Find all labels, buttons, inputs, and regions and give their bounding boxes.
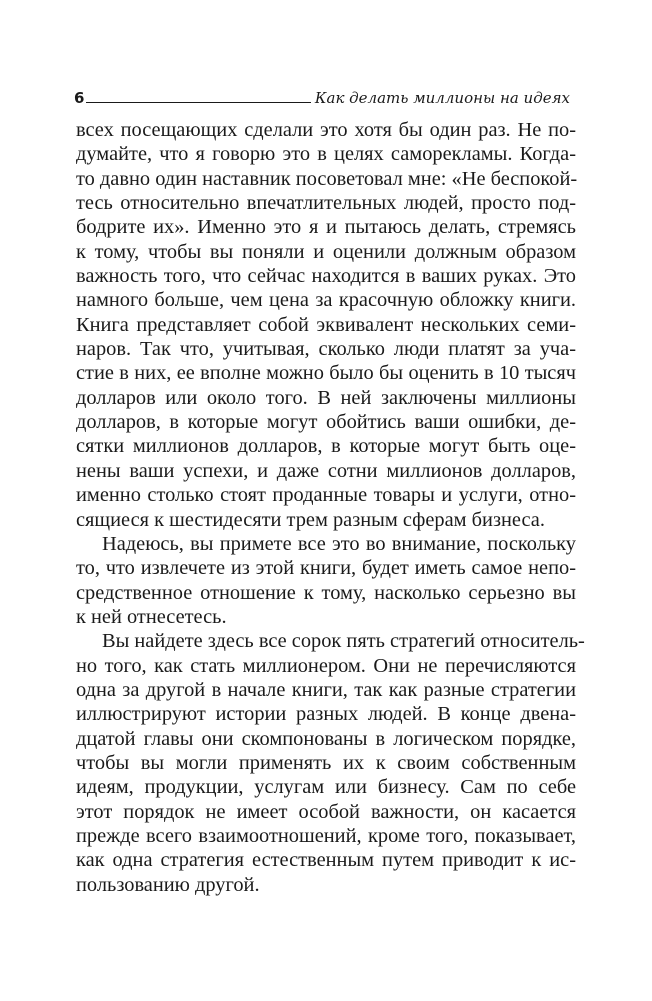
text-line: сятки миллионов долларов, в которые могут быть оце- bbox=[76, 435, 576, 458]
running-title: Как делать миллионы на идеях bbox=[314, 89, 570, 107]
text-line: нены ваши успехи, и даже сотни миллионов долларов, bbox=[76, 459, 576, 482]
text-line: то давно один наставник посоветовал мне: «Не беспокой- bbox=[76, 167, 578, 190]
text-line: средственное отношение к тому, насколько серьезно вы bbox=[76, 581, 576, 604]
header-rule bbox=[86, 102, 310, 103]
text-line: дцатой главы они скомпонованы в логическом порядке, bbox=[76, 727, 576, 750]
text-line: иллюстрируют истории разных людей. В конце двена- bbox=[76, 703, 576, 726]
text-line: чтобы вы могли применять их к своим собственным bbox=[76, 751, 576, 774]
text-line: долларов или около того. В ней заключены миллионы bbox=[76, 386, 576, 409]
paragraph-2 bbox=[76, 532, 576, 629]
text-line: к ней отнесетесь. bbox=[76, 605, 227, 628]
text-line: бодрите их». Именно это я и пытаюсь делать, стремясь bbox=[76, 216, 576, 239]
text-line: как одна стратегия естественным путем приводит к ис- bbox=[76, 849, 576, 872]
text-line: сящиеся к шестидесяти трем разным сферам бизнеса. bbox=[76, 508, 545, 531]
text-line: идеям, продукции, услугам или бизнесу. Сам по себе bbox=[76, 776, 576, 799]
text-line: намного больше, чем цена за красочную обложку книги. bbox=[76, 289, 576, 312]
text-line: прежде всего взаимоотношений, кроме того, показывает, bbox=[76, 824, 576, 847]
text-line: Надеюсь, вы примете все это во внимание, поскольку bbox=[102, 532, 576, 555]
paragraph-3 bbox=[76, 629, 585, 897]
text-line: Книга представляет собой эквивалент нескольких семи- bbox=[76, 313, 576, 336]
text-line: пользованию другой. bbox=[76, 873, 260, 896]
text-line: долларов, в которые могут обойтись ваши ошибки, де- bbox=[76, 411, 576, 434]
paragraph-1 bbox=[76, 118, 576, 532]
text-line: всех посещающих сделали это хотя бы один раз. Не по- bbox=[76, 119, 576, 141]
running-head bbox=[74, 86, 570, 106]
text-line: важность того, что сейчас находится в ваших руках. Это bbox=[76, 265, 576, 288]
text-line: стие в них, ее вполне можно было бы оценить в 10 тысяч bbox=[76, 362, 576, 385]
text-line: этот порядок не имеет особой важности, он касается bbox=[76, 800, 576, 823]
text-line: но того, как стать миллионером. Они не перечисляются bbox=[76, 654, 576, 677]
text-line: наров. Так что, учитывая, сколько люди платят за уча- bbox=[76, 338, 576, 361]
text-line: именно столько стоят проданные товары и услуги, отно- bbox=[76, 484, 576, 507]
text-line: одна за другой в начале книги, так как разные стратегии bbox=[76, 678, 576, 701]
text-line: думайте, что я говорю это в целях саморекламы. Когда- bbox=[76, 143, 576, 166]
text-line: то, что извлечете из этой книги, будет иметь самое непо- bbox=[76, 557, 576, 580]
page-number: 6 bbox=[74, 89, 85, 107]
text-line: тесь относительно впечатлительных людей, просто под- bbox=[76, 192, 576, 215]
body-text bbox=[76, 118, 585, 897]
text-line: к тому, чтобы вы поняли и оценили должным образом bbox=[76, 240, 576, 263]
text-line: Вы найдете здесь все сорок пять стратегий относитель- bbox=[102, 630, 585, 653]
